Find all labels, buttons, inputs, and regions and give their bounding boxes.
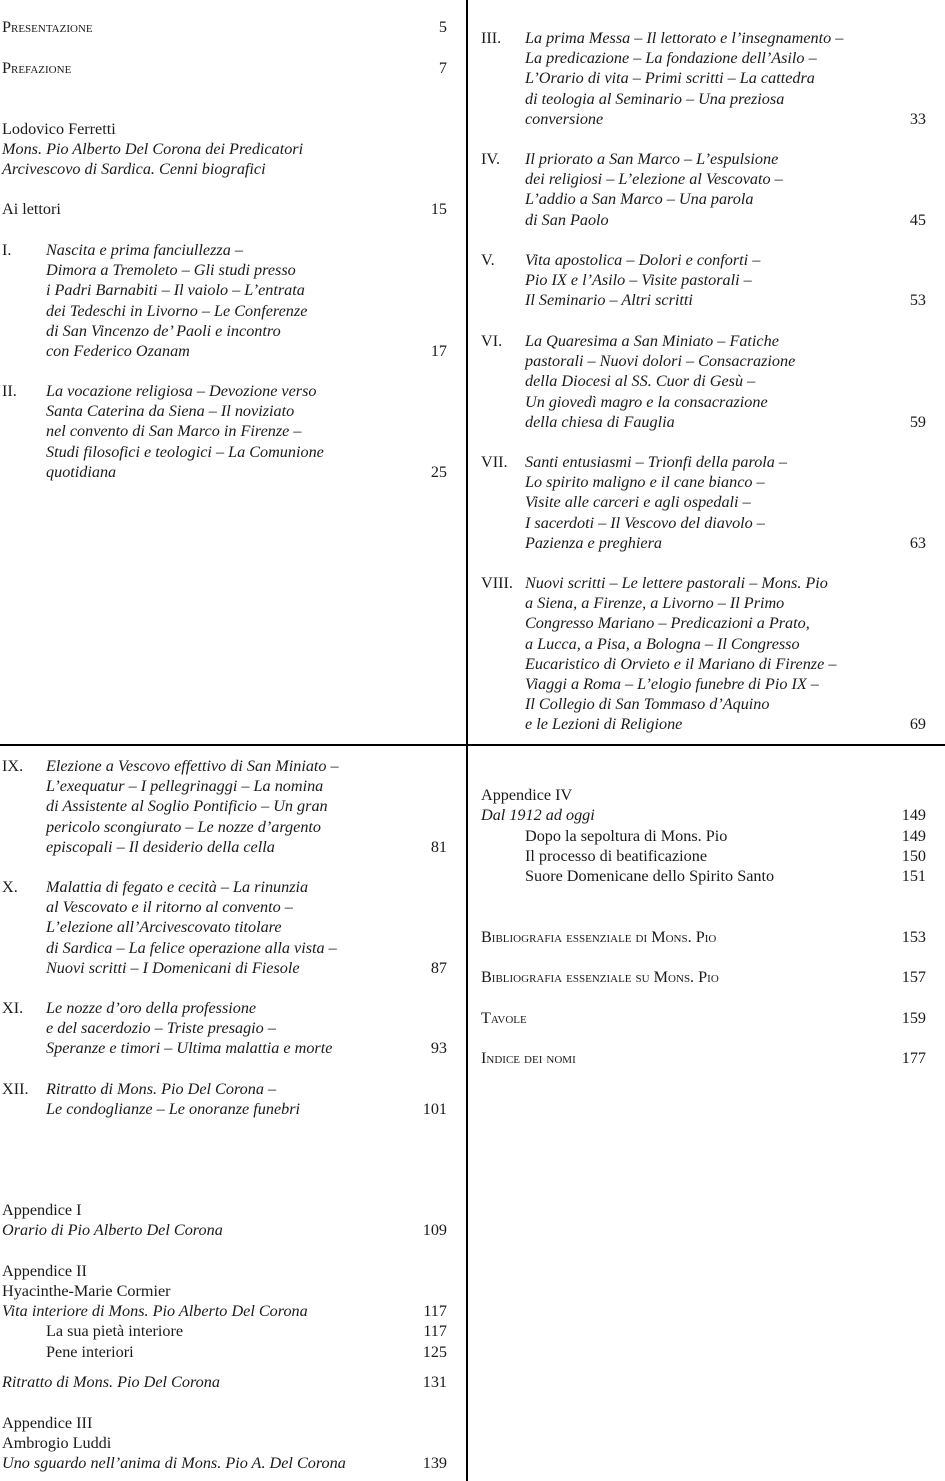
toc-entry	[2, 998, 447, 1059]
toc-entry	[2, 1372, 447, 1392]
title-line: di San Vincenzo de’ Paoli e incontro	[46, 321, 281, 340]
title-line: pastorali – Nuovi dolori – Consacrazione	[525, 352, 796, 371]
chapter-number: I.	[2, 241, 12, 259]
entry-title	[2, 1453, 447, 1473]
text-line: Arcivescovo di Sardica. Cenni biografici	[2, 160, 266, 179]
page-number: 117	[423, 1302, 447, 1320]
toc-entry	[2, 1301, 447, 1321]
page-number: 33	[909, 109, 926, 128]
text-line: Uno sguardo nell’anima di Mons. Pio A. Del Corona	[2, 1454, 346, 1472]
page-number: 81	[430, 837, 447, 856]
title-line: con Federico Ozanam	[46, 342, 190, 361]
title-line: al Vescovato e il ritorno al convento –	[46, 898, 293, 917]
title-line: pericolo scongiurato – Le nozze d’argento	[46, 817, 322, 836]
chapter-title	[2, 756, 447, 857]
title-line: di Assistente al Soglio Pontificio – Un gran	[46, 797, 328, 816]
title-line: Studi filosofici e teologici – La Comunione	[46, 442, 324, 461]
title-line: Ritratto di Mons. Pio Del Corona –	[46, 1080, 277, 1098]
title-line: Il Seminario – Altri scritti	[525, 291, 693, 310]
title-line: conversione	[525, 109, 604, 128]
text-line: Prefazione	[2, 59, 72, 77]
text-line: Lodovico Ferretti	[2, 120, 116, 138]
title-line: dei religiosi – L’elezione al Vescovato –	[525, 170, 783, 189]
toc-entry	[481, 927, 926, 947]
entry-title	[2, 1220, 447, 1240]
toc-entry	[2, 1220, 447, 1240]
text-line: Vita interiore di Mons. Pio Alberto Del Corona	[2, 1302, 308, 1320]
text-line: Bibliografia essenziale di Mons. Pio	[481, 928, 717, 946]
text-line: La sua pietà interiore	[46, 1322, 184, 1340]
title-line: Speranze e timori – Ultima malattia e morte	[46, 1039, 333, 1058]
title-line: L’exequatur – I pellegrinaggi – La nomina	[46, 777, 324, 796]
heading-text	[2, 1200, 447, 1220]
text-line: Bibliografia essenziale su Mons. Pio	[481, 968, 719, 986]
title-line: Vita apostolica – Dolori e conforti –	[525, 251, 761, 269]
text-line: Dal 1912 ad oggi	[481, 806, 595, 824]
entry-title	[2, 1301, 447, 1321]
page-number: 157	[901, 968, 926, 986]
title-line: e le Lezioni di Religione	[525, 715, 683, 734]
title-line: Il Collegio di San Tommaso d’Aquino	[525, 695, 770, 714]
title-line: di teologia al Seminario – Una preziosa	[525, 89, 785, 108]
title-line: Pio IX e l’Asilo – Visite pastorali –	[525, 271, 752, 290]
chapter-title	[2, 877, 447, 978]
text-line: Indice dei nomi	[481, 1049, 576, 1067]
page-number: 101	[422, 1100, 447, 1119]
title-line: di San Paolo	[525, 210, 609, 229]
text-line: Il processo di beatificazione	[525, 847, 708, 865]
heading-text	[2, 1261, 447, 1301]
entry-title	[481, 805, 926, 825]
page-number: 45	[909, 210, 926, 229]
heading-text	[2, 1413, 447, 1453]
chapter-number: II.	[2, 382, 17, 400]
toc-entry	[481, 1008, 926, 1028]
page-number: 139	[422, 1454, 447, 1472]
entry-title	[2, 1342, 447, 1362]
toc-entry	[2, 1261, 447, 1301]
section-title	[481, 927, 926, 947]
title-line: Malattia di fegato e cecità – La rinunzia	[46, 878, 309, 896]
chapter-number: XI.	[2, 999, 24, 1017]
heading-text	[481, 785, 926, 805]
page-number: 17	[430, 342, 447, 361]
title-line: Il priorato a San Marco – L’espulsione	[525, 150, 779, 168]
text-line: Hyacinthe-Marie Cormier	[2, 1282, 171, 1301]
page-number: 63	[909, 533, 926, 552]
page-number: 109	[422, 1221, 447, 1239]
vertical-divider	[466, 0, 468, 1481]
title-line: I sacerdoti – Il Vescovo del diavolo –	[525, 513, 765, 532]
title-line: Dimora a Tremoleto – Gli studi presso	[46, 261, 296, 280]
title-line: La vocazione religiosa – Devozione verso	[46, 382, 317, 400]
toc-quadrant-bottom-left	[2, 0, 447, 1481]
page-number: 59	[909, 412, 926, 431]
title-line: L’elezione all’Arcivescovato titolare	[46, 918, 282, 937]
section-title	[481, 1008, 926, 1028]
chapter-title	[2, 1079, 447, 1119]
page-number: 177	[901, 1049, 926, 1067]
toc-entry	[481, 967, 926, 987]
title-line: Santi entusiasmi – Trionfi della parola –	[525, 453, 788, 471]
title-line: Visite alle carceri e agli ospedali –	[525, 493, 751, 512]
title-line: nel convento di San Marco in Firenze –	[46, 422, 302, 441]
title-line: e del sacerdozio – Triste presagio –	[46, 1019, 276, 1038]
page-number: 149	[901, 806, 926, 824]
section-title	[481, 967, 926, 987]
entry-title	[481, 846, 926, 866]
toc-entry	[481, 846, 926, 866]
page-number: 125	[422, 1343, 447, 1361]
toc-entry	[481, 1048, 926, 1068]
text-line: Pene interiori	[46, 1343, 134, 1361]
toc-entry	[2, 1413, 447, 1453]
chapter-number: VIII.	[481, 574, 513, 592]
title-line: Nascita e prima fanciullezza –	[46, 241, 243, 259]
page-number: 150	[901, 847, 926, 865]
page-number: 53	[909, 291, 926, 310]
text-line: Ambrogio Luddi	[2, 1434, 112, 1453]
chapter-number: X.	[2, 878, 18, 896]
text-line: Presentazione	[2, 18, 93, 36]
text-line: Appendice IV	[481, 786, 573, 804]
entry-title	[2, 1372, 447, 1392]
title-line: La prima Messa – Il lettorato e l’insegnamento –	[525, 29, 844, 47]
title-line: Pazienza e preghiera	[525, 533, 662, 552]
entry-title	[481, 826, 926, 846]
title-line: Viaggi a Roma – L’elogio funebre di Pio IX –	[525, 675, 819, 694]
title-line: Congresso Mariano – Predicazioni a Prato,	[525, 614, 810, 633]
page-number: 131	[422, 1373, 447, 1391]
title-line: quotidiana	[46, 462, 117, 481]
title-line: La Quaresima a San Miniato – Fatiche	[525, 332, 779, 350]
toc-entry	[481, 785, 926, 805]
page-number: 7	[438, 59, 447, 77]
text-line: Ritratto di Mons. Pio Del Corona	[2, 1373, 220, 1391]
title-line: Santa Caterina da Siena – Il noviziato	[46, 402, 295, 421]
text-line: Ai lettori	[2, 200, 61, 218]
title-line: Nuovi scritti – Le lettere pastorali – Mons. Pio	[525, 574, 828, 592]
text-line: Orario di Pio Alberto Del Corona	[2, 1221, 223, 1239]
toc-entry	[2, 1079, 447, 1119]
title-line: Lo spirito maligno e il cane bianco –	[525, 473, 765, 492]
title-line: della Diocesi al SS. Cuor di Gesù –	[525, 372, 756, 391]
text-line: Tavole	[481, 1009, 527, 1027]
entry-title	[481, 866, 926, 886]
chapter-number: IV.	[481, 150, 501, 168]
page-number: 5	[438, 18, 447, 36]
title-line: di Sardica – La felice operazione alla vista –	[46, 938, 337, 957]
title-line: episcopali – Il desiderio della cella	[46, 837, 275, 856]
title-line: L’Orario di vita – Primi scritti – La cattedra	[525, 69, 815, 88]
toc-entry	[481, 826, 926, 846]
title-line: a Lucca, a Pisa, a Bologna – Il Congresso	[525, 634, 800, 653]
page-number: 151	[901, 867, 926, 885]
toc-entry	[481, 866, 926, 886]
page-number: 149	[901, 827, 926, 845]
chapter-number: V.	[481, 251, 495, 269]
page-number: 93	[430, 1039, 447, 1058]
title-line: Le nozze d’oro della professione	[46, 999, 257, 1017]
title-line: a Siena, a Firenze, a Livorno – Il Primo	[525, 594, 785, 613]
toc-quadrant-bottom-right	[481, 0, 926, 1481]
page-number: 87	[430, 958, 447, 977]
toc-entry	[2, 1321, 447, 1341]
page-number: 25	[430, 462, 447, 481]
title-line: Le condoglianze – Le onoranze funebri	[46, 1100, 301, 1119]
title-line: della chiesa di Fauglia	[525, 412, 675, 431]
title-line: La predicazione – La fondazione dell’Asilo –	[525, 49, 817, 68]
toc-entry	[481, 805, 926, 825]
toc-entry	[2, 1453, 447, 1473]
title-line: L’addio a San Marco – Una parola	[525, 190, 754, 209]
page-number: 15	[430, 200, 447, 218]
title-line: dei Tedeschi in Livorno – Le Conferenze	[46, 301, 308, 320]
chapter-number: VII.	[481, 453, 508, 471]
text-line: Appendice III	[2, 1414, 93, 1432]
text-line: Appendice II	[2, 1262, 87, 1280]
page-number: 153	[901, 928, 926, 946]
page-number: 159	[901, 1009, 926, 1027]
page-number: 117	[423, 1322, 447, 1340]
title-line: i Padri Barnabiti – Il vaiolo – L’entrata	[46, 281, 305, 300]
title-line: Un giovedì magro e la consacrazione	[525, 392, 768, 411]
chapter-number: IX.	[2, 757, 24, 775]
toc-entry	[2, 877, 447, 978]
title-line: Elezione a Vescovo effettivo di San Miniato –	[46, 757, 339, 775]
title-line: Nuovi scritti – I Domenicani di Fiesole	[46, 958, 300, 977]
toc-entry	[2, 756, 447, 857]
page-number: 69	[909, 715, 926, 734]
entry-title	[2, 1321, 447, 1341]
chapter-number: XII.	[2, 1080, 29, 1098]
section-title	[481, 1048, 926, 1068]
toc-entry	[2, 1342, 447, 1362]
text-line: Dopo la sepoltura di Mons. Pio	[525, 827, 728, 845]
chapter-number: III.	[481, 29, 502, 47]
text-line: Appendice I	[2, 1201, 82, 1219]
toc-entry	[2, 1200, 447, 1220]
chapter-title	[2, 998, 447, 1059]
text-line: Mons. Pio Alberto Del Corona dei Predicatori	[2, 140, 304, 158]
title-line: Eucaristico di Orvieto e il Mariano di Firenze –	[525, 654, 837, 673]
chapter-number: VI.	[481, 332, 503, 350]
text-line: Suore Domenicane dello Spirito Santo	[525, 867, 775, 885]
